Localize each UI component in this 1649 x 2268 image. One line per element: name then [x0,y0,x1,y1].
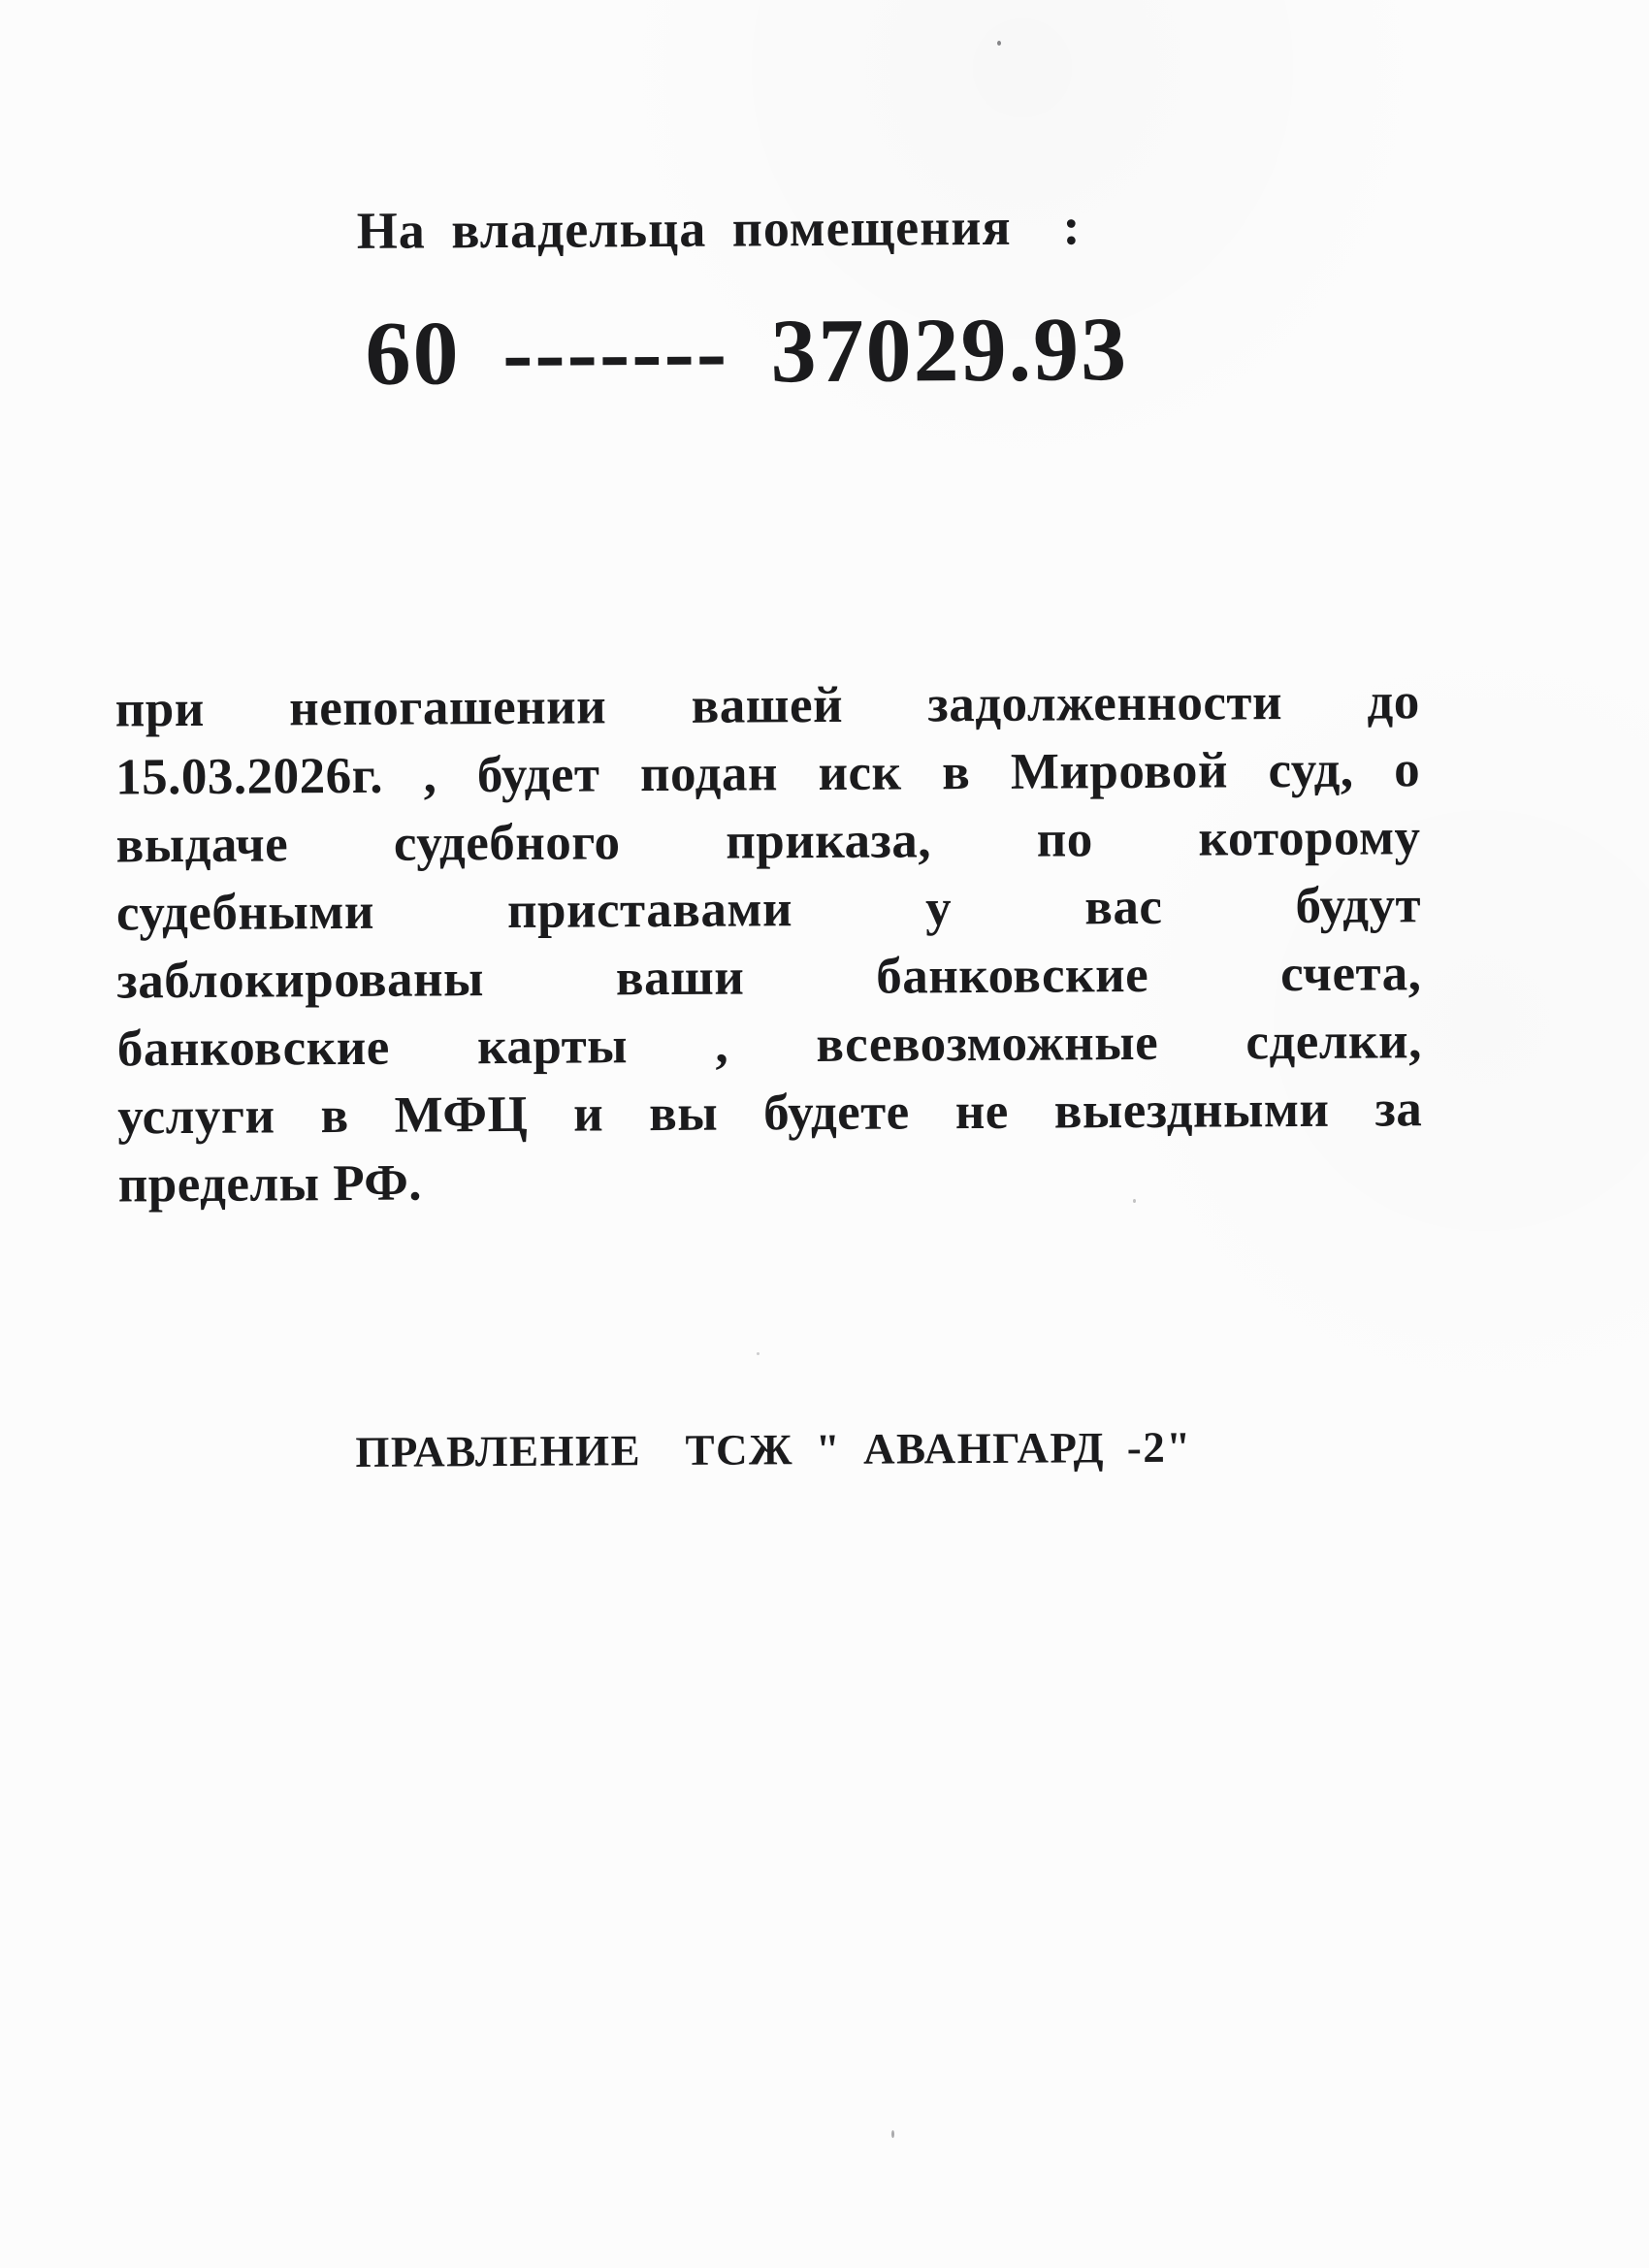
body-line-6: банковские карты , всевозможные сделки, [116,1013,1423,1078]
body-line-1: при непогашении вашей задолженности до [114,673,1420,738]
body-line-4: судебными приставами у вас будут [115,877,1422,942]
addressee-line: На владельца помещения : [356,197,1082,260]
body-line-5: заблокированы ваши банковские счета, [116,945,1422,1010]
signature-line: ПРАВЛЕНИЕ ТСЖ " АВАНГАРД -2" [355,1422,1192,1476]
body-line-7: услуги в МФЦ и вы будете не выездными за [117,1081,1423,1146]
body-line-8: пределы РФ. [117,1154,423,1214]
debt-amount-line: 60 ------- 37029.93 [365,299,1129,405]
scan-speck [1133,1199,1136,1203]
scan-speck [891,2130,894,2138]
notice-body [115,667,1423,1218]
body-line-3: выдаче судебного приказа, по которому [115,809,1421,874]
body-line-2: 15.03.2026г. , будет подан иск в Мировой суд, о [114,741,1421,806]
scan-speck [757,1352,760,1355]
scan-speck [997,41,1001,46]
